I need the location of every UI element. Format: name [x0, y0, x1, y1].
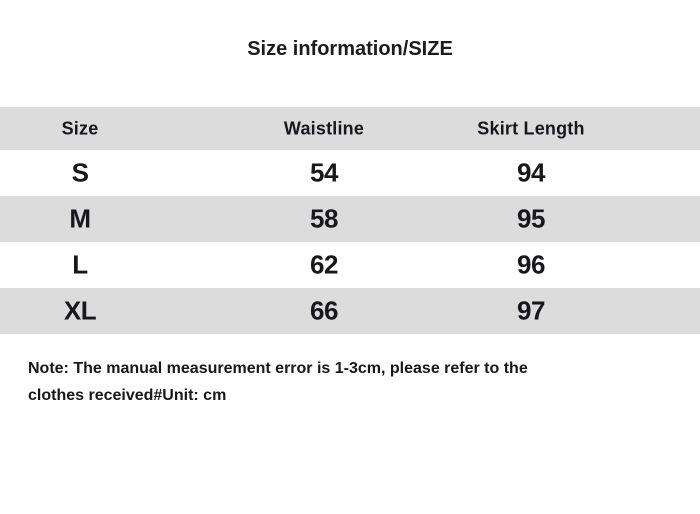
- table-row-xl: [0, 288, 700, 334]
- note-text: Note: The manual measurement error is 1-3cm, please refer to the clothes received#Unit: cm: [28, 360, 528, 404]
- table-row-l: [0, 242, 700, 288]
- header-cell-skirt-length: Skirt Length: [477, 118, 585, 138]
- waistline-value: 54: [310, 157, 338, 188]
- skirt-length-value: 97: [517, 295, 545, 326]
- waistline-value: 62: [310, 249, 338, 280]
- size-value: S: [71, 157, 89, 188]
- skirt-length-value: 95: [517, 203, 545, 234]
- table-row-s: [0, 150, 700, 196]
- header-cell-waistline: Waistline: [283, 118, 365, 138]
- size-table: [0, 107, 700, 334]
- size-value: M: [69, 203, 91, 234]
- table-row-m: [0, 196, 700, 242]
- waistline-value: 58: [310, 203, 338, 234]
- waistline-value: 66: [310, 295, 338, 326]
- size-value: XL: [63, 295, 97, 326]
- table-header-row: [0, 107, 700, 150]
- skirt-length-value: 94: [517, 157, 545, 188]
- page-title: Size information/SIZE: [247, 38, 453, 60]
- skirt-length-value: 96: [517, 249, 545, 280]
- size-value: L: [72, 249, 88, 280]
- header-cell-size: Size: [61, 118, 99, 138]
